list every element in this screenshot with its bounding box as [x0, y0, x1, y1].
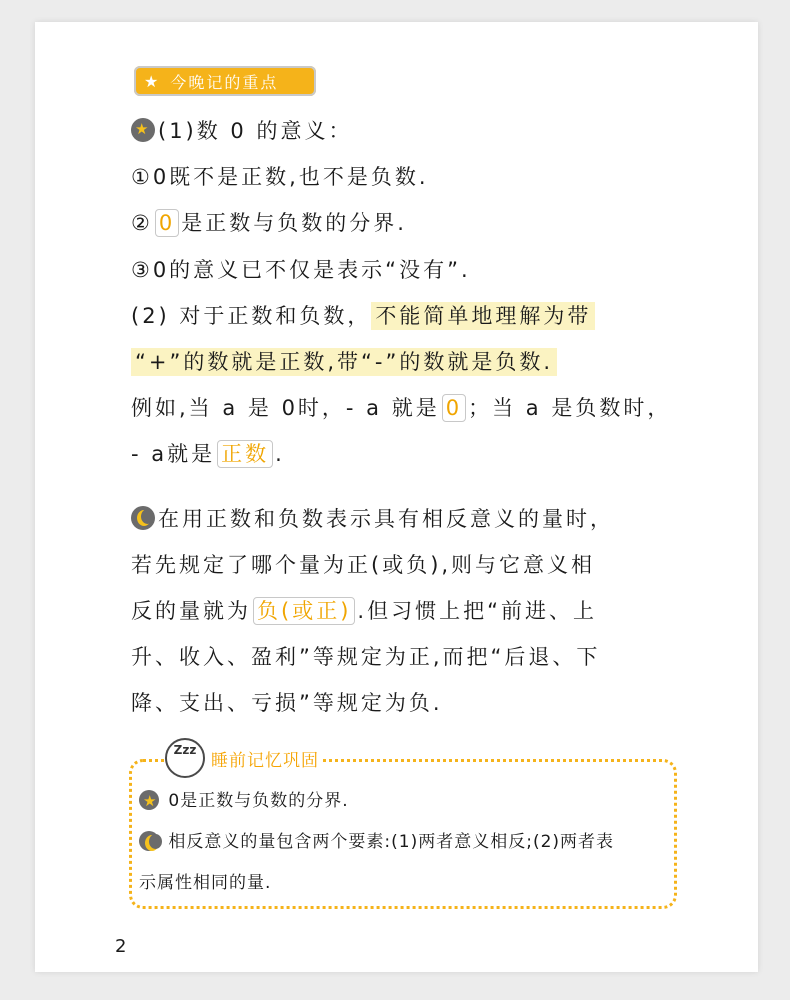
review-box-title	[165, 738, 323, 778]
point-2-suffix: 是正数与负数的分界.	[181, 211, 407, 235]
section2-text-3b: .但习惯上把“前进、上	[357, 599, 597, 623]
point-1: ①0既不是正数,也不是负数.	[131, 165, 429, 189]
point-2-prefix: ②	[131, 211, 153, 235]
moon-icon	[139, 831, 159, 851]
answer-box: 正数	[217, 440, 273, 468]
point-4	[131, 299, 595, 333]
section2-text-3a: 反的量就为	[131, 599, 251, 623]
example-text-c: - a就是	[131, 442, 216, 466]
review-line-2	[139, 827, 614, 857]
section-pill-header	[134, 66, 316, 96]
section1-title-line	[131, 114, 352, 148]
point-2	[131, 206, 407, 240]
page-number: 2	[115, 936, 127, 957]
review-title: 睡前记忆巩固	[211, 750, 319, 771]
review-line-1	[139, 786, 349, 816]
review-text-1: 0是正数与负数的分界.	[168, 791, 349, 811]
section1-title: (1)数 0 的意义：	[158, 119, 353, 143]
highlighted-text: 不能简单地理解为带	[371, 302, 595, 330]
answer-box: 负(或正)	[253, 597, 355, 625]
section2-text-1: 在用正数和负数表示具有相反意义的量时，	[158, 507, 614, 531]
example-line-2	[131, 437, 285, 471]
moon-icon	[131, 506, 155, 530]
star-icon: ★	[144, 71, 161, 91]
review-text-2: 相反意义的量包含两个要素:(1)两者意义相反;(2)两者表	[168, 832, 615, 852]
answer-box: 0	[442, 394, 466, 422]
answer-box: 0	[155, 209, 179, 237]
section2-line-3	[131, 594, 597, 628]
stars-icon	[139, 790, 159, 810]
section2-line-1	[131, 502, 614, 536]
sleep-zzz-icon: Zzz	[165, 738, 205, 778]
page	[35, 22, 758, 972]
highlighted-text: “+”的数就是正数,带“-”的数就是负数.	[131, 348, 557, 376]
pill-title: 今晚记的重点	[170, 72, 279, 92]
section2-line-2: 若先规定了哪个量为正(或负),则与它意义相	[131, 553, 596, 577]
review-line-3: 示属性相同的量.	[139, 873, 272, 893]
point-5	[131, 345, 557, 379]
example-text-b: ；当 a 是负数时，	[468, 396, 672, 420]
example-text-d: .	[275, 442, 285, 466]
example-text-a: 例如,当 a 是 0时，- a 就是	[131, 396, 440, 420]
stars-icon	[131, 118, 155, 142]
section2-line-5: 降、支出、亏损”等规定为负.	[131, 691, 443, 715]
example-line	[131, 391, 671, 425]
section2-line-4: 升、收入、盈利”等规定为正,而把“后退、下	[131, 645, 601, 669]
point-3: ③0的意义已不仅是表示“没有”.	[131, 258, 471, 282]
point-4-text: (2) 对于正数和负数，	[131, 304, 372, 328]
